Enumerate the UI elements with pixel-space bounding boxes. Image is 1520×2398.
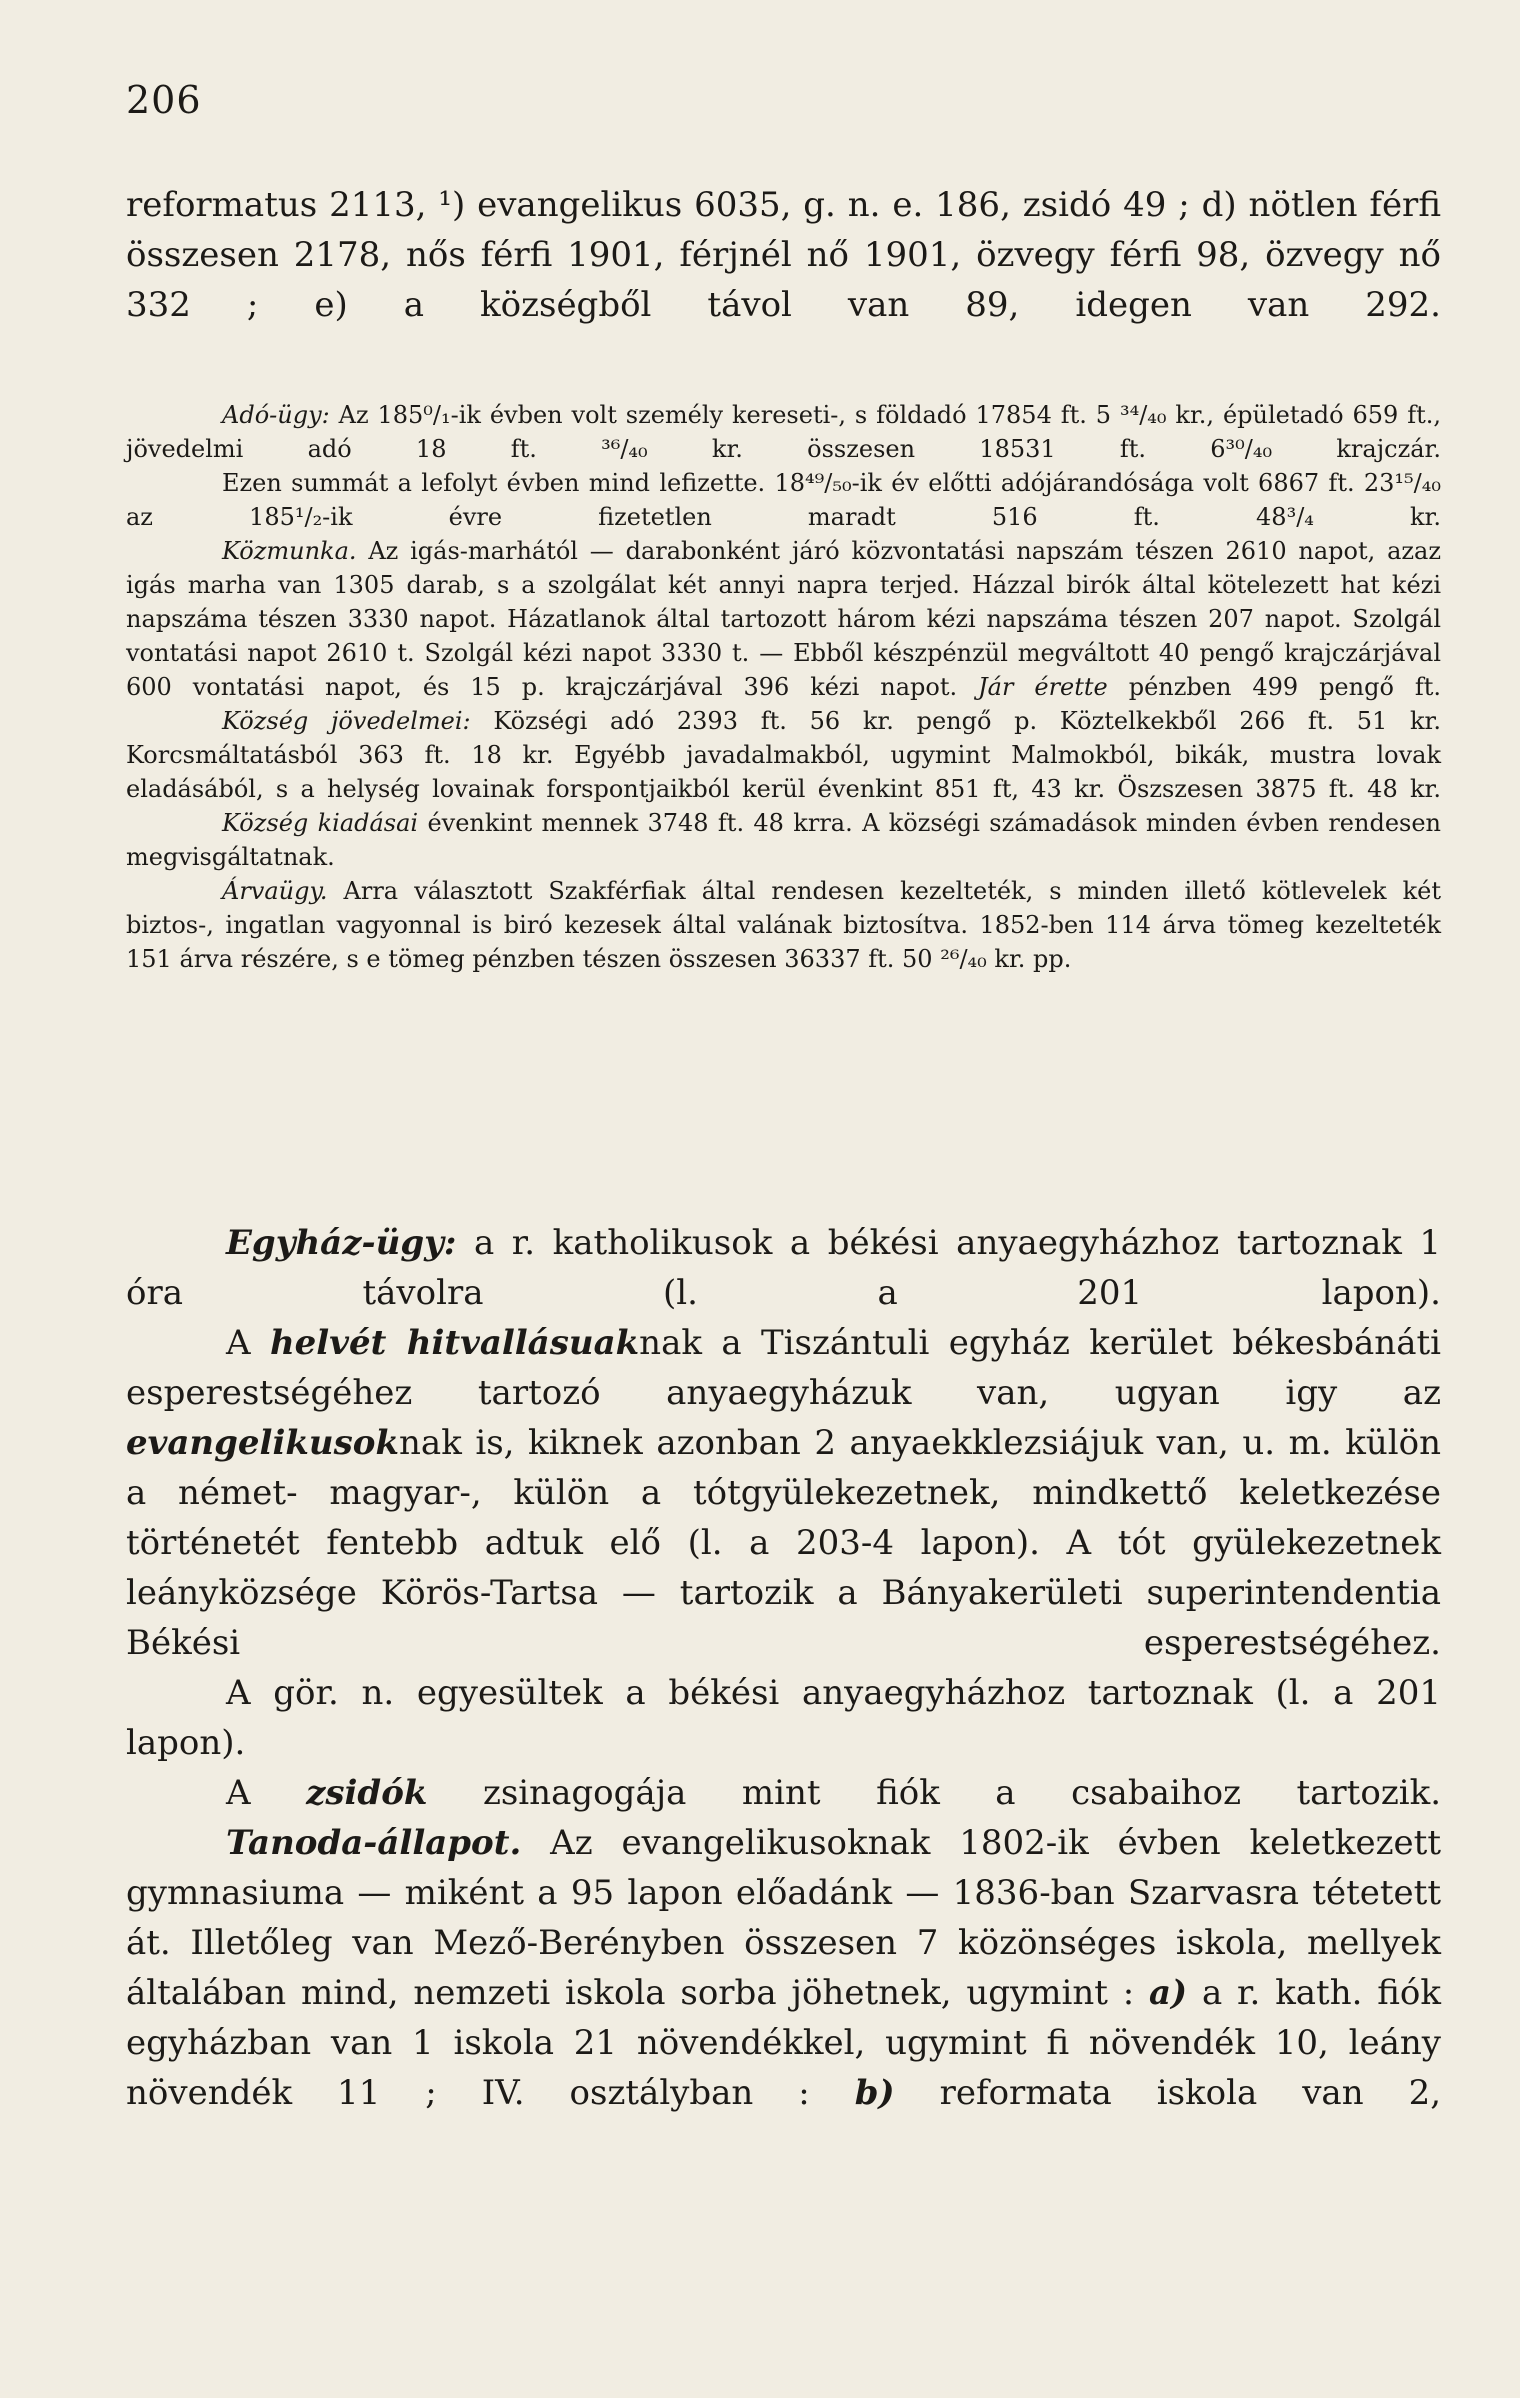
jews-italic: zsidók	[306, 1773, 428, 1813]
school-text: Az evangelikusoknak 1802-ik évben keletkezett gymnasiuma — miként a 95 lapon előadánk — 1836-ban Szarvasra tétetett át. Illetőleg van Mező-Berényben összesen 7 közönséges iskola, mellyek általában mind, nemzeti iskola sorba jöhetnek, ugymint :	[126, 1823, 1441, 2013]
village-income-text: Községi adó 2393 ft. 56 kr. pengő p. Köztelkekből 266 ft. 51 kr. Korcsmáltatásból 363 ft. 18 kr. Egyébb javadalmakból, ugymint Malmokból, bikák, mustra lovak eladásából, s a helység lovainak forspontjaikból kerül évenkint 851 ft, 43 kr. Öszszesen 3875 ft. 48 kr.	[126, 707, 1441, 803]
population-text: reformatus 2113, ¹) evangelikus 6035, g. n. e. 186, zsidó 49 ; d) nötlen férfi összesen 2178, nős férfi 1901, férjnél nő 1901, özvegy férfi 98, özvegy nő 332 ; e) a községből távol van 89, idegen van 292.	[126, 185, 1441, 325]
public-work-tail: pénzben 499 pengő ft.	[1128, 673, 1441, 701]
tax-label: Adó-ügy:	[222, 401, 330, 429]
orphan-text: Arra választott Szakférfiak által rendesen kezelteték, s minden illető kötlevelek két biztos-, ingatlan vagyonnal is biró kezesek által valának biztosítva. 1852-ben 114 árva tömeg kezelteték 151 árva részére, s e tömeg pénzben tészen összesen 36337 ft. 50 ²⁶/₄₀ kr. pp.	[126, 877, 1441, 973]
church-text: a r. katholikusok a békési anyaegyházhoz tartoznak 1 óra távolra (l. a 201 lapon).	[126, 1223, 1441, 1313]
jews-paragraph	[126, 1768, 1441, 1818]
helvetic-paragraph	[126, 1318, 1441, 1668]
tax-paragraph	[126, 398, 1441, 466]
orphan-label: Árvaügy.	[222, 877, 328, 905]
village-expense-text: évenkint mennek 3748 ft. 48 krra. A községi számadások minden évben rendesen megvisgáltatnak.	[126, 809, 1441, 871]
school-text-3: reformata iskola van 2,	[939, 2073, 1442, 2113]
village-expense-paragraph	[126, 806, 1441, 874]
jews-pre: A	[226, 1773, 251, 1813]
church-section	[126, 1218, 1441, 2118]
helvetic-italic: helvét hitvallásuak	[269, 1323, 640, 1363]
tax-text-2: Ezen summát a lefolyt évben mind lefizette. 18⁴⁹/₅₀-ik év előtti adójárandósága volt 6867 ft. 23¹⁵/₄₀ az 185¹/₂-ik évre fizetetlen maradt 516 ft. 48³/₄ kr.	[126, 469, 1441, 531]
public-work-paragraph	[126, 534, 1441, 704]
helvetic-pre: A	[226, 1323, 251, 1363]
village-expense-label: Község kiadásai	[222, 809, 419, 837]
tax-text: Az 185⁰/₁-ik évben volt személy kereseti-, s földadó 17854 ft. 5 ³⁴/₄₀ kr., épületadó 659 ft., jövedelmi adó 18 ft. ³⁶/₄₀ kr. összesen 18531 ft. 6³⁰/₄₀ krajczár.	[126, 401, 1441, 463]
page-number: 206	[126, 78, 202, 122]
school-a-mark: a)	[1149, 1973, 1188, 2013]
village-income-label: Község jövedelmei:	[222, 707, 471, 735]
school-label: Tanoda-állapot.	[226, 1823, 522, 1863]
church-label: Egyház-ügy:	[226, 1223, 457, 1263]
tax-paragraph-2	[126, 466, 1441, 534]
village-income-paragraph	[126, 704, 1441, 806]
jews-text: zsinagogája mint fiók a csabaihoz tartozik.	[482, 1773, 1442, 1813]
school-text-2: a r. kath. fiók egyházban van 1 iskola 21 növendékkel, ugymint fi növendék 10, leány növendék 11 ; IV. osztályban :	[126, 1973, 1441, 2113]
greek-paragraph	[126, 1668, 1441, 1768]
school-paragraph	[126, 1818, 1441, 2118]
helvetic-text-2: nak is, kiknek azonban 2 anyaekklezsiájuk van, u. m. külön a német- magyar-, külön a tótgyülekezetnek, mindkettő keletkezése történetét fentebb adtuk elő (l. a 203-4 lapon). A tót gyülekezetnek leányközsége Körös-Tartsa — tartozik a Bányakerületi superintendentia Békési esperestségéhez.	[126, 1423, 1441, 1663]
school-b-mark: b)	[854, 2073, 895, 2113]
orphan-paragraph	[126, 874, 1441, 976]
helvetic-text: nak a Tiszántuli egyház kerület békesbánáti esperestségéhez tartozó anyaegyházuk van, ugyan igy az	[126, 1323, 1442, 1413]
public-work-tail-italic: Jár érette	[978, 673, 1108, 701]
tax-section	[126, 398, 1441, 976]
public-work-label: Közmunka.	[222, 537, 357, 565]
public-work-text: Az igás-marhától — darabonként járó közvontatási napszám tészen 2610 napot, azaz igás marha van 1305 darab, s a szolgálat két annyi napra terjed. Házzal birók által kötelezett hat kézi napszáma tészen 3330 napot. Házatlanok által tartozott három kézi napszáma tészen 207 napot. Szolgál vontatási napot 2610 t. Szolgál kézi napot 3330 t. — Ebből készpénzül megváltott 40 pengő krajczárjával 600 vontatási napot, és 15 p. krajczárjával 396 kézi napot.	[126, 537, 1441, 701]
evangelical-italic: evangelikusok	[126, 1423, 400, 1463]
population-paragraph	[126, 180, 1441, 330]
greek-text: A gör. n. egyesültek a békési anyaegyházhoz tartoznak (l. a 201 lapon).	[126, 1673, 1441, 1763]
church-paragraph	[126, 1218, 1441, 1318]
